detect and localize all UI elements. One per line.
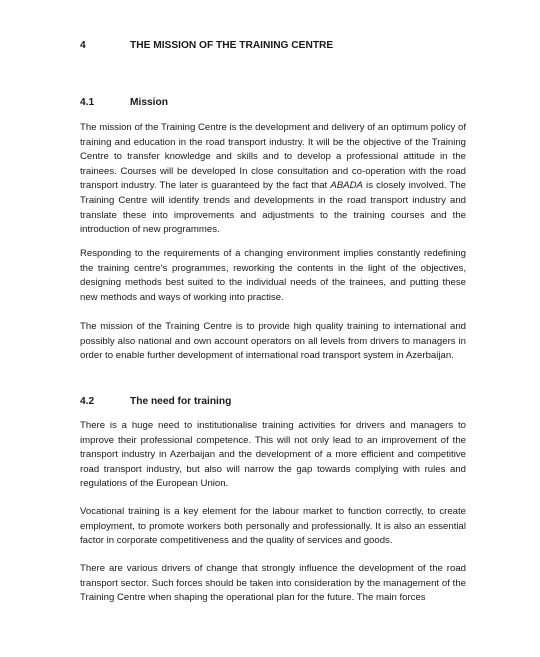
paragraph-need-2: Vocational training is a key element for the labour market to function correctly, to create employment, to promote workers both personally and professionally. It is also an essential factor in corporate competitiveness and the quality of services and goods. <box>80 506 466 547</box>
chapter-title: THE MISSION OF THE TRAINING CENTRE <box>130 40 334 51</box>
section-title: The need for training <box>130 396 232 407</box>
paragraph-need-3: There are various drivers of change that strongly influence the development of the road transport sector. Such forces should be taken into consideration by the management of the Training Centre when shaping the operational plan for the future. The main forces <box>80 563 466 604</box>
section-heading-mission <box>80 96 168 110</box>
paragraph-mission-1 <box>80 121 466 238</box>
section-title: Mission <box>130 97 168 108</box>
organisation-name: ABADA <box>330 180 363 192</box>
paragraph-mission-3: The mission of the Training Centre is to provide high quality training to international and possibly also national and own account operators on all levels from drivers to managers in order to enable further development of international road transport system in Azerbaijan. <box>80 321 466 362</box>
section-heading-need-for-training <box>80 395 231 409</box>
section-number: 4.2 <box>80 396 95 407</box>
paragraph-need-1: There is a huge need to institutionalise training activities for drivers and managers to improve their professional competence. This will not only lead to an improvement of the transport industry in Azerbaijan and the development of a more efficient and competitive road transport industry, but also will narrow the gap towards complying with rules and regulations of the European Union. <box>80 420 466 490</box>
paragraph-text-part: The mission of the Training Centre is the development and delivery of an optimum policy of training and education in the road transport industry. It will be the objective of the Training Centre to transfer knowledge and skills and to develop a professional attitude in the trainees. Courses will be developed In close consultation and co-operation with the road transport industry. The later is guaranteed by the fact that <box>80 122 466 192</box>
chapter-heading <box>80 39 333 53</box>
paragraph-mission-2: Responding to the requirements of a changing environment implies constantly redefining the training centre’s programmes, reworking the contents in the light of the objectives, designing methods best suited to the individual needs of the trainees, and putting these new methods and ways of working into practise. <box>80 248 466 303</box>
chapter-number: 4 <box>80 40 86 51</box>
section-number: 4.1 <box>80 97 95 108</box>
paragraph-text-part: is closely involved. The Training Centre will identify trends and developments in the road transport industry and translate these into improvements and adjustments to the training courses and the introduction of new programmes. <box>80 180 466 236</box>
